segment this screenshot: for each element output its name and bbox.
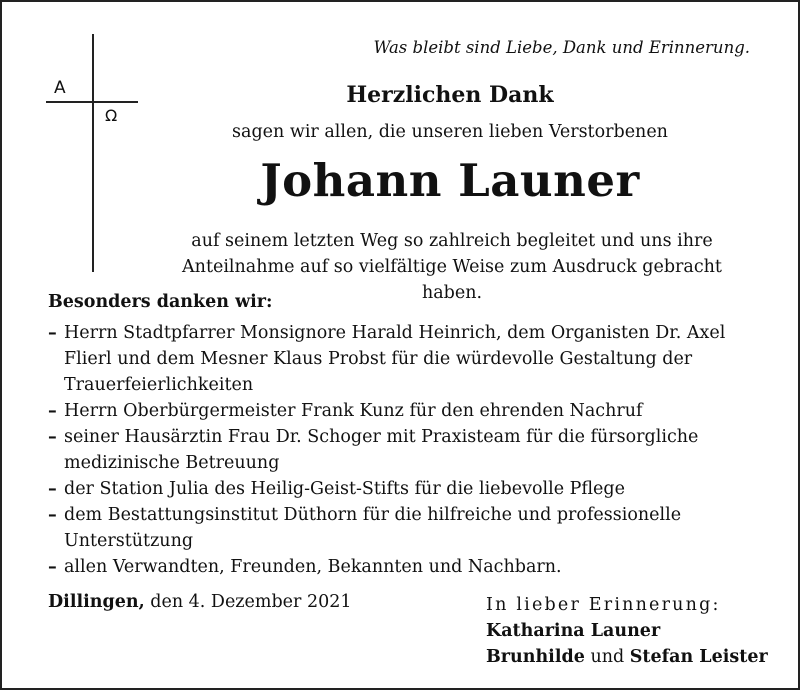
place-and-date <box>48 592 352 612</box>
alpha-icon: A <box>54 78 66 98</box>
special-thanks-heading: Besonders danken wir: <box>48 292 273 312</box>
intro-text: sagen wir allen, die unseren lieben Verstorbenen <box>232 122 668 142</box>
heading: Herzlichen Dank <box>346 82 554 108</box>
thanks-line: – Herrn Stadtpfarrer Monsignore Harald Heinrich, dem Organisten Dr. Axel <box>64 323 726 343</box>
thanks-line: – allen Verwandten, Freunden, Bekannten und Nachbarn. <box>64 557 562 577</box>
thanks-line: – seiner Hausärztin Frau Dr. Schoger mit Praxisteam für die fürsorgliche <box>64 427 699 447</box>
deceased-name: Johann Launer <box>260 154 640 207</box>
signature-lead: In lieber Erinnerung: <box>486 595 721 615</box>
place: Dillingen, <box>48 592 145 612</box>
thanks-item <box>48 554 748 580</box>
thanks-line: Trauerfeierlichkeiten <box>64 375 254 395</box>
thanks-line: – der Station Julia des Heilig-Geist-Stifts für die liebevolle Pflege <box>64 479 625 499</box>
thanks-item <box>48 502 748 554</box>
motto: Was bleibt sind Liebe, Dank und Erinnerung. <box>373 38 750 57</box>
signature-name: Brunhilde <box>486 647 585 667</box>
omega-icon: Ω <box>105 106 118 125</box>
thanks-item <box>48 320 748 398</box>
thanks-line: Flierl und dem Mesner Klaus Probst für die würdevolle Gestaltung der <box>64 349 693 369</box>
signature-name: Stefan Leister <box>629 647 768 667</box>
thanks-line: – Herrn Oberbürgermeister Frank Kunz für den ehrenden Nachruf <box>64 401 643 421</box>
thanks-item <box>48 476 748 502</box>
thanks-item <box>48 398 748 424</box>
thanks-item <box>48 424 748 476</box>
signature-line <box>486 644 768 670</box>
signature-conjunction: und <box>590 647 625 667</box>
signature-name: Katharina Launer <box>486 621 661 641</box>
date: den 4. Dezember 2021 <box>150 592 352 612</box>
signature-block <box>486 592 768 670</box>
thanks-line: Unterstützung <box>64 531 194 551</box>
cross-vertical-bar <box>92 34 94 272</box>
thanks-line: – dem Bestattungsinstitut Düthorn für die hilfreiche und professionelle <box>64 505 682 525</box>
thanks-list <box>48 320 748 580</box>
outro-line: Anteilnahme auf so vielfältige Weise zum Ausdruck gebracht haben. <box>182 257 722 303</box>
thanks-line: medizinische Betreuung <box>64 453 280 473</box>
outro-line: auf seinem letzten Weg so zahlreich begleitet und uns ihre <box>191 231 713 251</box>
